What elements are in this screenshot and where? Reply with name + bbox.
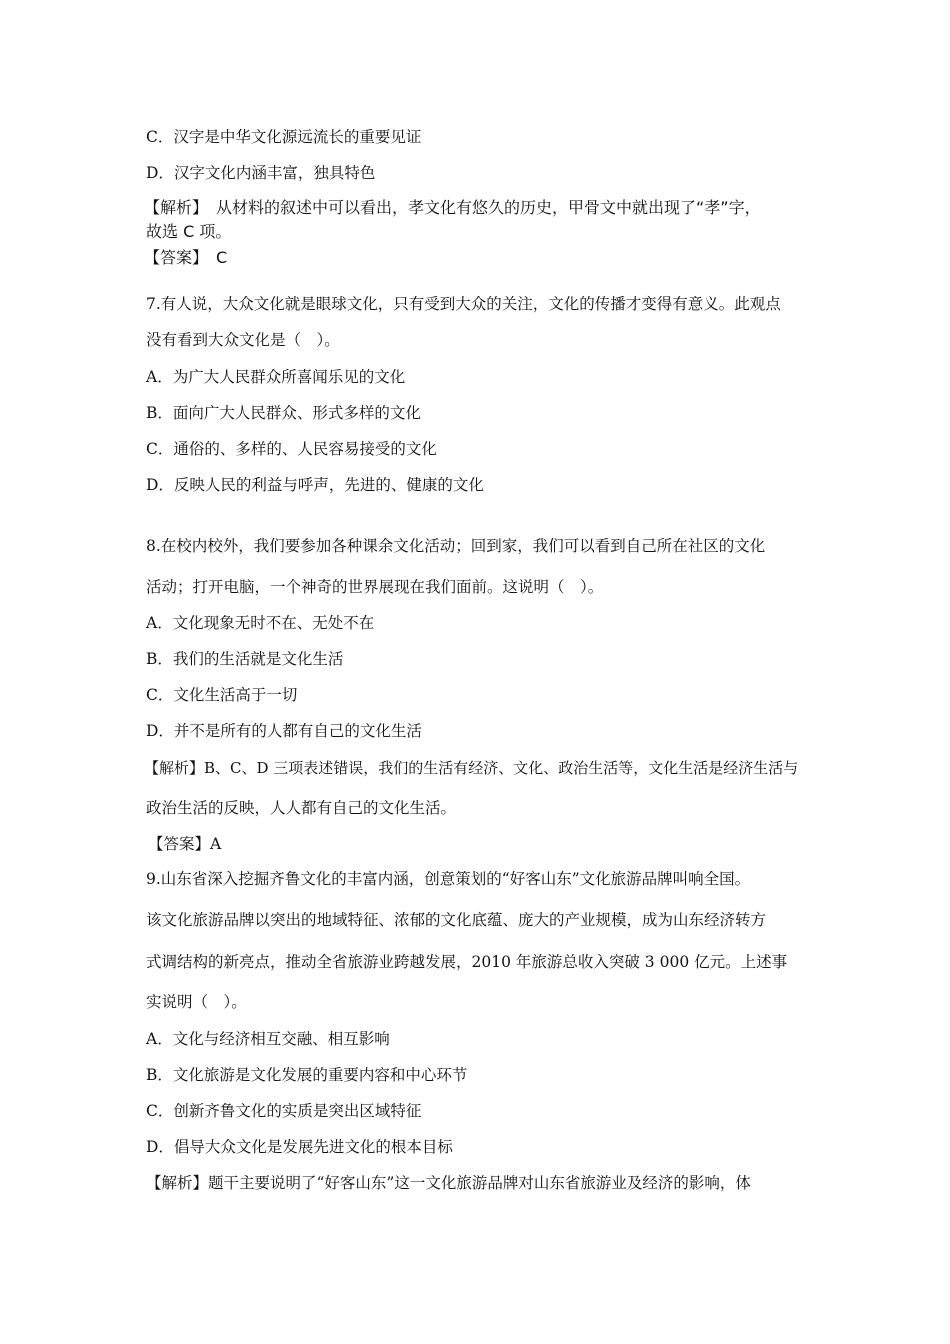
analysis-line-2: 政治生活的反映，人人都有自己的文化生活。 — [146, 799, 457, 817]
analysis-line-1: 【解析】 从材料的叙述中可以看出，孝文化有悠久的历史，甲骨文中就出现了“孝”字， — [144, 198, 761, 217]
option-d: D．并不是所有的人都有自己的文化生活 — [146, 722, 422, 740]
option-c: C．创新齐鲁文化的实质是突出区域特征 — [146, 1102, 422, 1120]
question-8-line-2: 活动；打开电脑，一个神奇的世界展现在我们面前。这说明（ ）。 — [146, 578, 604, 596]
option-d: D．反映人民的利益与呼声，先进的、健康的文化 — [146, 476, 484, 494]
option-b: B．面向广大人民群众、形式多样的文化 — [146, 404, 421, 422]
analysis-line-1: 【解析】B、C、D 三项表述错误，我们的生活有经济、文化、政治生活等，文化生活是经济生活与 — [144, 759, 799, 777]
question-7-line-2: 没有看到大众文化是（ ）。 — [146, 331, 340, 349]
option-a: A．文化现象无时不在、无处不在 — [146, 614, 375, 632]
question-9-line-2: 该文化旅游品牌以突出的地域特征、浓郁的文化底蕴、庞大的产业规模，成为山东经济转方 — [146, 911, 767, 929]
question-9-line-4: 实说明（ ）。 — [146, 993, 247, 1011]
option-b: B．我们的生活就是文化生活 — [146, 650, 344, 668]
answer-line: 【答案】 C — [144, 248, 228, 267]
option-b: B．文化旅游是文化发展的重要内容和中心环节 — [146, 1066, 468, 1084]
option-a: A．为广大人民群众所喜闻乐见的文化 — [146, 368, 406, 386]
question-9-line-3: 式调结构的新亮点，推动全省旅游业跨越发展，2010 年旅游总收入突破 3 000 亿元。上述事 — [146, 953, 788, 971]
question-9-line-1: 9.山东省深入挖掘齐鲁文化的丰富内涵，创意策划的“好客山东”文化旅游品牌叫响全国。 — [146, 870, 751, 888]
option-d: D．倡导大众文化是发展先进文化的根本目标 — [146, 1138, 453, 1156]
question-7-line-1: 7.有人说，大众文化就是眼球文化，只有受到大众的关注，文化的传播才变得有意义。此观点 — [146, 295, 781, 313]
option-d: D．汉字文化内涵丰富，独具特色 — [146, 164, 376, 182]
option-c: C．汉字是中华文化源远流长的重要见证 — [146, 128, 422, 146]
option-c: C．文化生活高于一切 — [146, 686, 298, 704]
answer-line: 【答案】A — [148, 835, 222, 853]
question-8-line-1: 8.在校内校外，我们要参加各种课余文化活动；回到家，我们可以看到自己所在社区的文化 — [146, 537, 766, 555]
option-a: A．文化与经济相互交融、相互影响 — [146, 1030, 390, 1048]
analysis-line-2: 故选 C 项。 — [146, 222, 232, 241]
analysis-line-1: 【解析】题干主要说明了“好客山东”这一文化旅游品牌对山东省旅游业及经济的影响，体 — [146, 1174, 751, 1192]
option-c: C．通俗的、多样的、人民容易接受的文化 — [146, 440, 437, 458]
